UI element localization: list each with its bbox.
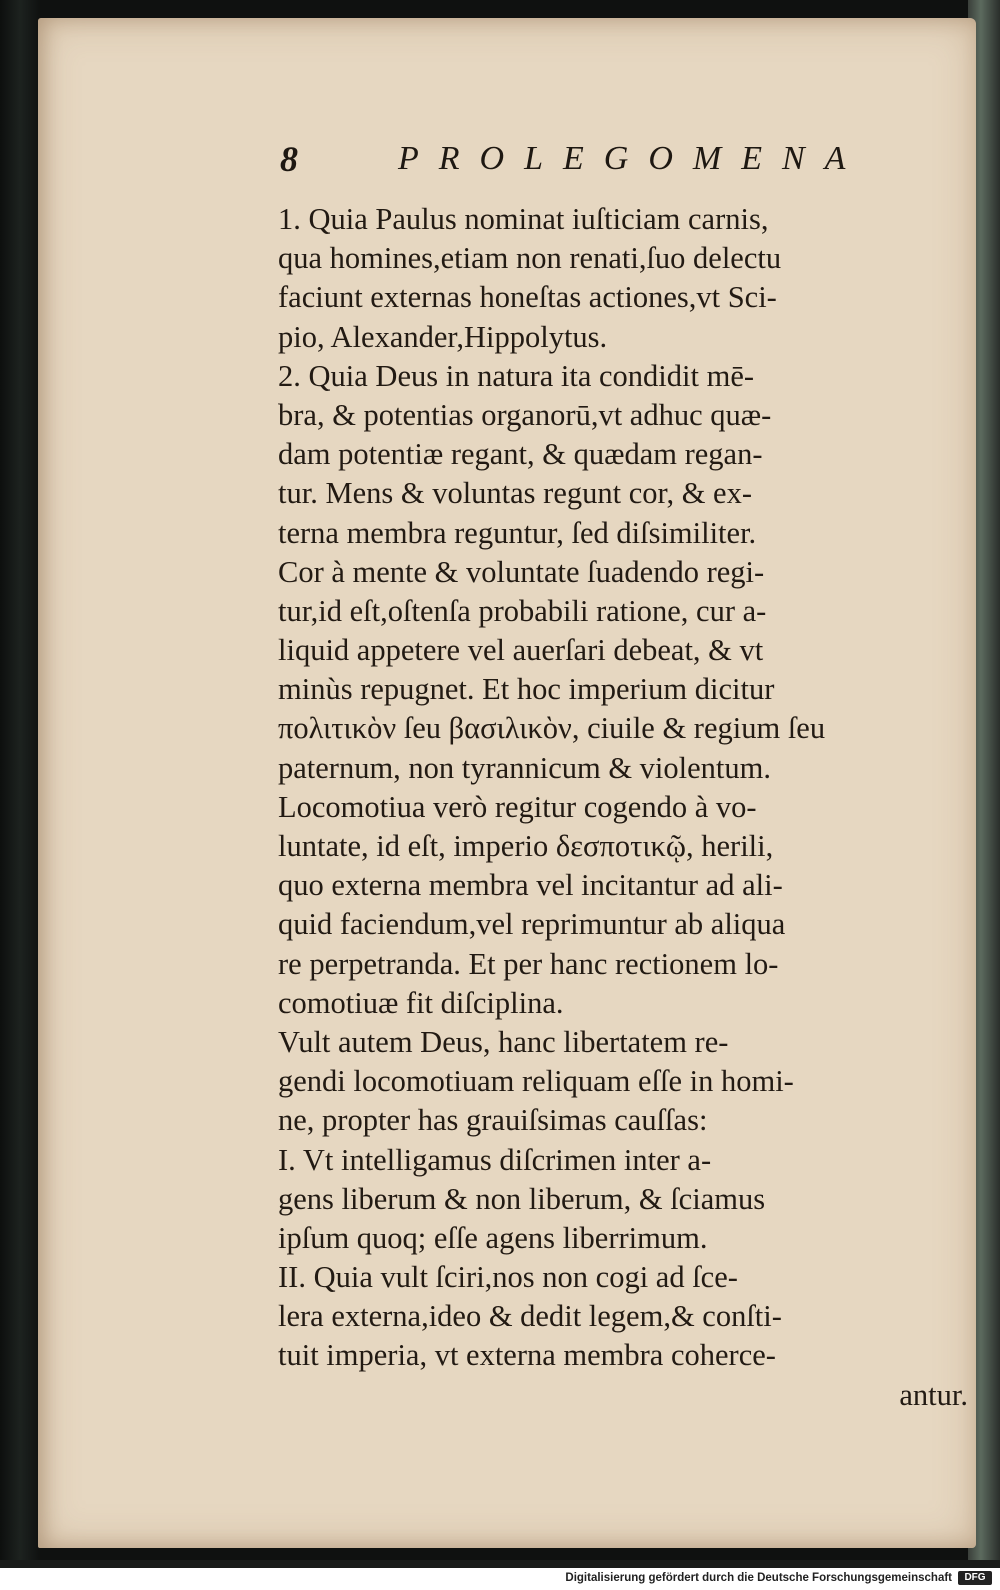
- text-line: πολιτικὸν ſeu βασιλικὸν, ciuile & regium ſeu: [278, 711, 826, 746]
- text-line: tur,id eſt,oſtenſa probabili ratione, cur a-: [278, 593, 767, 628]
- text-line: re perpetranda. Et per hanc rectionem lo-: [278, 946, 779, 981]
- text-line: minùs repugnet. Et hoc imperium dicitur: [278, 672, 775, 707]
- digitization-credit: Digitalisierung gefördert durch die Deutsche Forschungsgemeinschaft: [565, 1572, 952, 1584]
- text-line: tuit imperia, vt externa membra coherce-: [278, 1338, 776, 1373]
- text-line: liquid appetere vel auerſari debeat, & vt: [278, 633, 764, 668]
- text-line: quid faciendum,vel reprimuntur ab aliqua: [278, 907, 786, 942]
- text-line: luntate, id eſt, imperio δεσποτικῷ, herili,: [278, 829, 774, 863]
- text-line: paternum, non tyrannicum & violentum.: [278, 750, 771, 785]
- text-line: ipſum quoq; eſſe agens liberrimum.: [278, 1220, 708, 1255]
- book-page: [38, 18, 976, 1548]
- text-line: I. Vt intelligamus diſcrimen inter a-: [278, 1142, 712, 1177]
- text-line: bra, & potentias organorū,vt adhuc quæ-: [278, 397, 772, 432]
- text-line-final: antur.: [899, 1377, 968, 1412]
- text-line: dam potentiæ regant, & quædam regan-: [278, 437, 763, 472]
- text-line: pio, Alexander,Hippolytus.: [278, 319, 608, 354]
- dfg-logo: DFG: [958, 1571, 992, 1585]
- text-line: gendi locomotiuam reliquam eſſe in homi-: [278, 1064, 794, 1099]
- text-line: lera externa,ideo & dedit legem,& conſti-: [278, 1299, 782, 1334]
- text-line: II. Quia vult ſciri,nos non cogi ad ſce-: [278, 1260, 738, 1295]
- text-line: quo externa membra vel incitantur ad ali-: [278, 868, 783, 903]
- text-line: tur. Mens & voluntas regunt cor, & ex-: [278, 476, 752, 511]
- running-head: PROLEGOMENA: [398, 140, 866, 177]
- page-header: [38, 138, 976, 188]
- text-line: gens liberum & non liberum, & ſciamus: [278, 1181, 766, 1216]
- text-line: 2. Quia Deus in natura ita condidit mē-: [278, 358, 755, 393]
- text-line: comotiuæ fit diſciplina.: [278, 985, 564, 1020]
- text-line: faciunt externas honeſtas actiones,vt Sci-: [278, 280, 777, 315]
- page-number: 8: [280, 139, 298, 179]
- text-line: Cor à mente & voluntate ſuadendo regi-: [278, 554, 765, 589]
- text-line: 1. Quia Paulus nominat iuſticiam carnis,: [278, 202, 769, 236]
- body-text: [278, 200, 968, 1415]
- footer-bar: [0, 1568, 1000, 1590]
- text-line: terna membra reguntur, ſed diſsimiliter.: [278, 515, 757, 550]
- text-line: ne, propter has grauiſsimas cauſſas:: [278, 1103, 708, 1138]
- text-line: Locomotiua verò regitur cogendo à vo-: [278, 789, 757, 824]
- text-line: qua homines,etiam non renati,ſuo delectu: [278, 241, 782, 276]
- text-line: Vult autem Deus, hanc libertatem re-: [278, 1024, 729, 1059]
